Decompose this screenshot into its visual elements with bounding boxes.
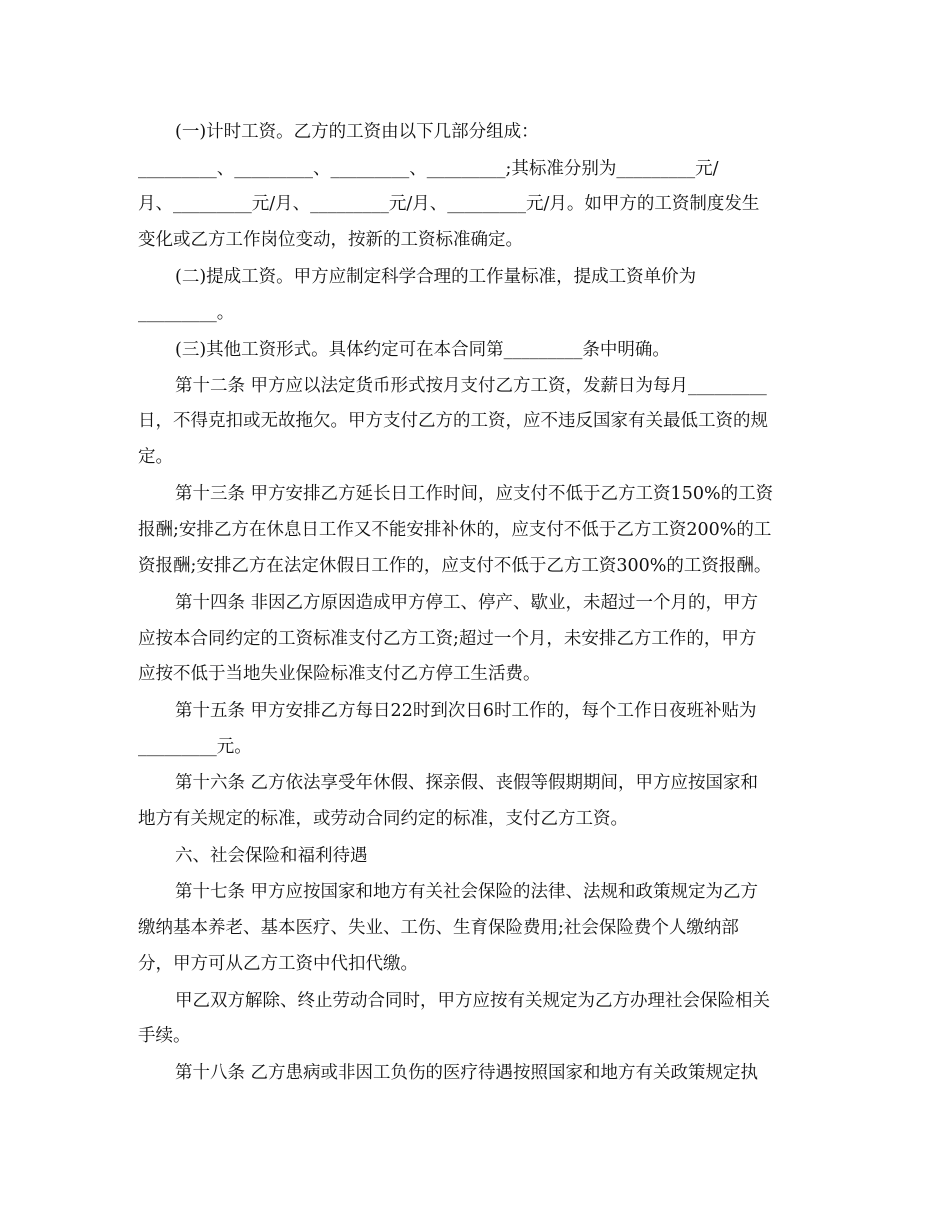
text-line: _________元。 [138,737,252,757]
text-line: 应按不低于当地失业保险标准支付乙方停工生活费。 [138,664,541,684]
text-line: _________。 [138,303,235,323]
text-line: (三)其他工资形式。具体约定可在本合同第_________条中明确。 [175,340,670,360]
text-line: (一)计时工资。乙方的工资由以下几部分组成： [175,122,539,142]
text-line: 月、_________元/月、_________元/月、_________元/月。如甲方的工资制度发生 [138,194,760,214]
text-line: 资报酬;安排乙方在法定休假日工作的，应支付不低于乙方工资300%的工资报酬。 [138,556,772,576]
text-line: 第十三条 甲方安排乙方延长日工作时间，应支付不低于乙方工资150%的工资 [175,484,774,504]
text-line: (二)提成工资。甲方应制定科学合理的工作量标准，提成工资单价为 [175,267,697,287]
text-line: 甲乙双方解除、终止劳动合同时，甲方应按有关规定为乙方办理社会保险相关 [175,991,770,1011]
text-line: 地方有关规定的标准，或劳动合同约定的标准，支付乙方工资。 [138,809,628,829]
text-line: 手续。 [138,1026,191,1046]
text-line: 分，甲方可从乙方工资中代扣代缴。 [138,954,418,974]
text-line: 日，不得克扣或无故拖欠。甲方支付乙方的工资，应不违反国家有关最低工资的规 [138,411,768,431]
text-line: 缴纳基本养老、基本医疗、失业、工伤、生育保险费用;社会保险费个人缴纳部 [138,918,739,938]
text-line: 报酬;安排乙方在休息日工作又不能安排补休的，应支付不低于乙方工资200%的工 [138,520,772,540]
text-line: 应按本合同约定的工资标准支付乙方工资;超过一个月，未安排乙方工作的，甲方 [138,629,757,649]
text-line: 第十七条 甲方应按国家和地方有关社会保险的法律、法规和政策规定为乙方 [175,882,759,902]
text-line: 第十四条 非因乙方原因造成甲方停工、停产、歇业，未超过一个月的，甲方 [175,593,759,613]
text-line: 定。 [138,447,173,467]
text-line: 第十六条 乙方依法享受年休假、探亲假、丧假等假期期间，甲方应按国家和 [175,773,759,793]
text-line: 第十八条 乙方患病或非因工负伤的医疗待遇按照国家和地方有关政策规定执 [175,1063,759,1083]
text-line: 第十二条 甲方应以法定货币形式按月支付乙方工资，发薪日为每月_________ [175,376,767,396]
text-line: 变化或乙方工作岗位变动，按新的工资标准确定。 [138,230,523,250]
text-line: _________、_________、_________、_________;其标准分别为_________元/ [138,159,719,179]
section-heading: 六、社会保险和福利待遇 [175,846,368,866]
text-line: 第十五条 甲方安排乙方每日22时到次日6时工作的，每个工作日夜班补贴为 [175,701,757,721]
